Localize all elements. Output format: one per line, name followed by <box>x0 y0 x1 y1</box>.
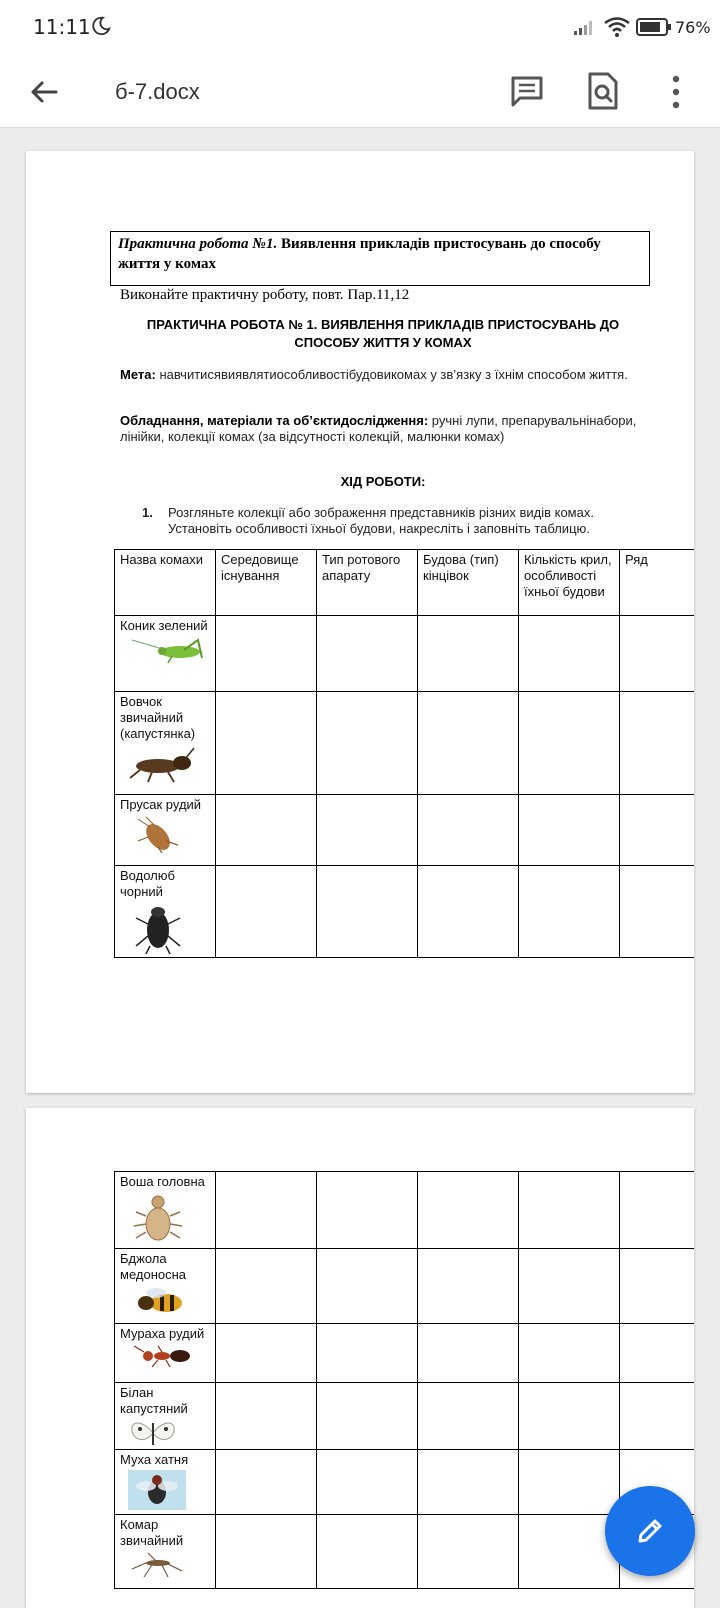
insect-name: Муха хатня <box>120 1452 189 1467</box>
edit-fab-button[interactable] <box>605 1486 695 1576</box>
insect-cell <box>115 866 216 958</box>
table-cell[interactable] <box>418 866 519 958</box>
table-cell[interactable] <box>317 866 418 958</box>
table-cell[interactable] <box>216 866 317 958</box>
goal-text: навчитисявиявлятиособливостібудовикомах у зв’язку з їхнім способом життя. <box>155 367 628 382</box>
insect-name: Вовчок звичайний (капустянка) <box>120 694 196 741</box>
cabbage-butterfly-image <box>128 1419 178 1447</box>
housefly-image <box>128 1470 186 1510</box>
document-title: б-7.docx <box>115 79 200 104</box>
status-time: 11:11 <box>33 15 91 39</box>
practical-work-heading: ПРАКТИЧНА РОБОТА № 1. ВИЯВЛЕННЯ ПРИКЛАДІВ ПРИСТОСУВАНЬ ДО СПОСОБУ ЖИТТЯ У КОМАХ <box>146 317 620 350</box>
table-cell[interactable] <box>418 1249 519 1324</box>
insect-cell <box>115 1172 216 1249</box>
table-cell[interactable] <box>418 1450 519 1515</box>
table-cell[interactable] <box>216 795 317 866</box>
table-cell[interactable] <box>620 1324 695 1383</box>
document-page-2 <box>26 1108 694 1608</box>
table-cell[interactable] <box>317 795 418 866</box>
insect-cell <box>115 1450 216 1515</box>
wifi-icon <box>604 17 630 37</box>
table-cell[interactable] <box>216 1324 317 1383</box>
insect-cell <box>115 1249 216 1324</box>
insect-cell <box>115 692 216 795</box>
table-cell[interactable] <box>216 1172 317 1249</box>
table-cell[interactable] <box>216 1249 317 1324</box>
battery-icon <box>636 18 672 36</box>
table-cell[interactable] <box>519 1172 620 1249</box>
signal-icon <box>574 19 596 35</box>
table-row <box>115 1249 695 1324</box>
table-cell[interactable] <box>317 1450 418 1515</box>
insect-name: Прусак рудий <box>120 797 202 812</box>
table-cell[interactable] <box>519 692 620 795</box>
do-not-disturb-moon-icon <box>90 15 112 37</box>
table-cell[interactable] <box>519 866 620 958</box>
table-cell[interactable] <box>519 616 620 692</box>
table-cell[interactable] <box>620 1172 695 1249</box>
insect-cell <box>115 616 216 692</box>
table-cell[interactable] <box>216 616 317 692</box>
table-clip-1 <box>114 549 694 1115</box>
edit-pencil-icon <box>634 1515 666 1547</box>
equipment-text: ручні лупи, препарувальнінабори, лінійки, колекції комах (за відсутності колекцій, малюнки комах) <box>120 413 637 444</box>
grasshopper-image <box>128 636 208 664</box>
header-limbs: Будова (тип) кінцівок <box>418 550 519 616</box>
table-cell[interactable] <box>418 1383 519 1450</box>
table-cell[interactable] <box>317 616 418 692</box>
find-in-page-icon[interactable] <box>586 72 620 110</box>
boxed-title-rest: Виявлення прикладів пристосувань до способу життя у комах <box>118 236 601 272</box>
table-cell[interactable] <box>216 1515 317 1589</box>
insect-cell <box>115 1324 216 1383</box>
table-cell[interactable] <box>418 1172 519 1249</box>
table-row <box>115 692 695 795</box>
boxed-title <box>110 231 650 286</box>
insect-cell <box>115 1383 216 1450</box>
mosquito-image <box>128 1551 188 1579</box>
insect-name: Білан капустяний <box>120 1385 188 1416</box>
red-ant-image <box>128 1344 198 1368</box>
table-cell[interactable] <box>519 1383 620 1450</box>
louse-image <box>128 1192 188 1244</box>
insect-table <box>114 549 694 958</box>
insect-name: Мураха рудий <box>120 1326 205 1341</box>
table-cell[interactable] <box>317 1515 418 1589</box>
table-cell[interactable] <box>519 1450 620 1515</box>
equipment-label: Обладнання, матеріали та об’єктидослідження: <box>120 413 429 428</box>
table-cell[interactable] <box>317 1324 418 1383</box>
mole-cricket-image <box>128 744 200 784</box>
step-text: Розгляньте колекції або зображення представників різних видів комах. Установіть особливості їхньої будови, накресліть і заповніть таблицю. <box>168 505 594 536</box>
table-cell[interactable] <box>216 1383 317 1450</box>
goal-paragraph <box>120 367 660 383</box>
procedure-heading: ХІД РОБОТИ: <box>340 474 426 489</box>
table-cell[interactable] <box>317 1249 418 1324</box>
insect-name: Комар звичайний <box>120 1517 184 1548</box>
header-order: Ряд <box>620 550 695 616</box>
document-page-1 <box>26 151 694 1093</box>
water-beetle-image <box>128 902 188 954</box>
arrow-back-icon[interactable] <box>28 76 60 108</box>
cockroach-image <box>128 815 188 855</box>
goal-label: Мета: <box>120 367 156 382</box>
table-cell[interactable] <box>418 692 519 795</box>
table-cell[interactable] <box>620 616 695 692</box>
table-row <box>115 1450 695 1515</box>
table-cell[interactable] <box>317 1172 418 1249</box>
table-cell[interactable] <box>519 1249 620 1324</box>
table-cell[interactable] <box>620 1249 695 1324</box>
comment-icon[interactable] <box>510 74 544 108</box>
insect-name: Коник зелений <box>120 618 208 633</box>
table-row <box>115 1324 695 1383</box>
app-bar <box>0 56 720 128</box>
header-habitat: Середовище існування <box>216 550 317 616</box>
table-cell[interactable] <box>418 616 519 692</box>
more-vert-icon[interactable] <box>668 74 684 110</box>
table-cell[interactable] <box>620 866 695 958</box>
table-cell[interactable] <box>519 795 620 866</box>
table-cell[interactable] <box>418 1324 519 1383</box>
table-cell[interactable] <box>216 1450 317 1515</box>
table-cell[interactable] <box>519 1324 620 1383</box>
table-row <box>115 1172 695 1249</box>
battery-percent: 76% <box>675 18 711 37</box>
table-row <box>115 795 695 866</box>
table-cell[interactable] <box>216 692 317 795</box>
table-cell[interactable] <box>620 1383 695 1450</box>
table-cell[interactable] <box>620 795 695 866</box>
header-mouthparts: Тип ротового апарату <box>317 550 418 616</box>
step-number: 1. <box>142 505 153 520</box>
table-cell[interactable] <box>317 1383 418 1450</box>
table-header-row <box>115 550 695 616</box>
insect-name: Водолюб чорний <box>120 868 175 899</box>
instruction-line: Виконайте практичну роботу, повт. Пар.11,12 <box>120 287 410 303</box>
table-row <box>115 616 695 692</box>
table-cell[interactable] <box>418 795 519 866</box>
header-wings: Кількість крил, особливості їхньої будови <box>519 550 620 616</box>
insect-name: Воша головна <box>120 1174 205 1189</box>
insect-cell <box>115 1515 216 1589</box>
table-row <box>115 1383 695 1450</box>
insect-name: Бджола медоносна <box>120 1251 187 1282</box>
honeybee-image <box>128 1285 192 1317</box>
equipment-paragraph <box>120 413 660 445</box>
insect-cell <box>115 795 216 866</box>
status-bar <box>0 0 720 56</box>
table-cell[interactable] <box>418 1515 519 1589</box>
boxed-title-italic: Практична робота №1. <box>118 236 278 252</box>
table-row <box>115 866 695 958</box>
header-name: Назва комахи <box>115 550 216 616</box>
table-cell[interactable] <box>317 692 418 795</box>
table-cell[interactable] <box>620 692 695 795</box>
